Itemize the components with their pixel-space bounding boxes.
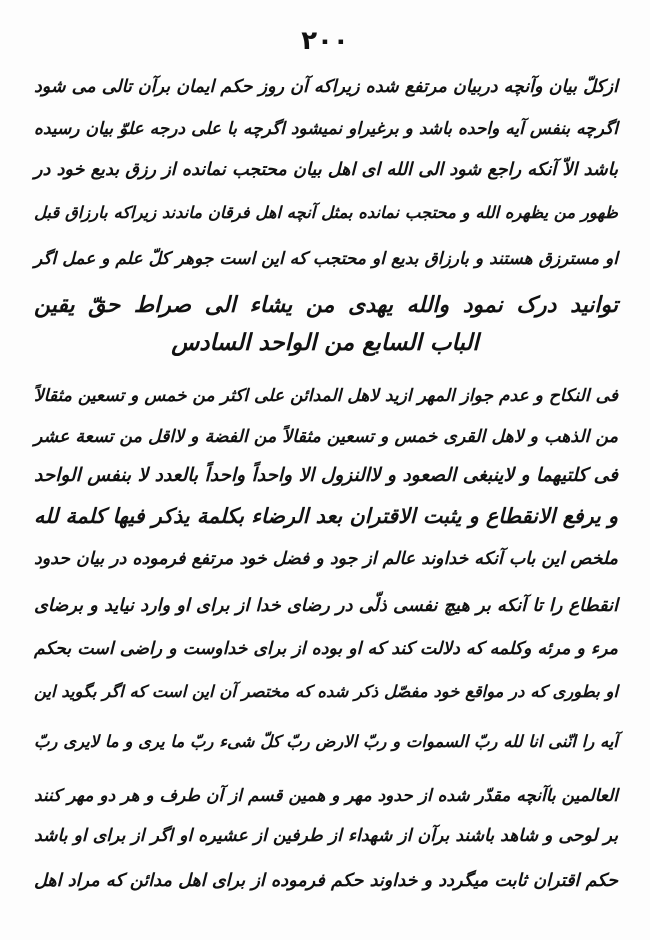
text-line: انقطاع را تا آنکه بر هیچ نفسی ذلّی در رضای خدا از برای او وارد نیاید و برضای: [34, 596, 618, 616]
text-line: او مسترزق هستند و بارزاق بدیع او محتجب که این است جوهر کلّ علم و عمل اگر: [34, 249, 618, 269]
text-line: بر لوحی و شاهد باشند برآن از شهداء از طرفین از عشیره او اگر از برای او باشد: [34, 826, 618, 846]
text-line: من الذهب و لاهل القری خمس و تسعین مثقالاً من الفضة و لااقل من تسعة عشر: [34, 427, 618, 447]
chapter-heading: الباب السابع من الواحد السادس: [171, 330, 479, 356]
text-line: اگرچه بنفس آیه واحده باشد و برغیراو نمیشود اگرچه با علی درجه علوّ بیان رسیده: [34, 119, 618, 139]
text-line: حکم اقتران ثابت میگردد و خداوند حکم فرموده از برای اهل مدائن که مراد اهل: [34, 871, 618, 891]
text-line: مرء و مرئه وکلمه که دلالت کند که او بوده از برای خداوست و راضی است بحکم: [33, 639, 618, 659]
text-line: ازکلّ بیان وآنچه دربیان مرتفع شده زیراکه آن روز حکم ایمان برآن تالی می شود: [34, 77, 618, 97]
text-line: فی کلتیهما و لاینبغی الصعود و لاالنزول الا واحداً واحداً بالعدد لا بنفس الواحد: [34, 465, 618, 486]
text-line: فی النکاح و عدم جواز المهر ازید لاهل المدائن علی اکثر من خمس و تسعین مثقالاً: [34, 386, 618, 406]
text-line: توانید درک نمود والله یهدی من یشاء الی صراط حقّ یقین: [34, 293, 618, 318]
text-line: آیه را انّنی انا لله ربّ السموات و ربّ الارض ربّ کلّ شیء ربّ ما یری و ما لایری ربّ: [34, 732, 618, 751]
page-number: ۲۰۰: [301, 26, 349, 56]
text-line: العالمین باآنچه مقدّر شده از حدود مهر و همین قسم از آن طرف و هر دو مهر کنند: [34, 786, 618, 806]
text-line: ظهور من یظهره الله و محتجب نمانده بمثل آنچه اهل فرقان ماندند زیراکه بارزاق قبل: [34, 203, 618, 222]
text-line: باشد الاّ آنکه راجع شود الی الله ای اهل بیان محتجب نمانده از رزق بدیع خود در: [34, 160, 618, 180]
text-line: ملخص این باب آنکه خداوند عالم از جود و فضل خود مرتفع فرموده در بیان حدود: [34, 549, 618, 569]
text-line: او بطوری که در مواقع خود مفصّل ذکر شده که مختصر آن این است که اگر بگوید این: [34, 682, 618, 701]
text-line: و یرفع الانقطاع و یثبت الاقتران بعد الرضاء بکلمة یذکر فیها کلمة لله: [34, 504, 618, 528]
